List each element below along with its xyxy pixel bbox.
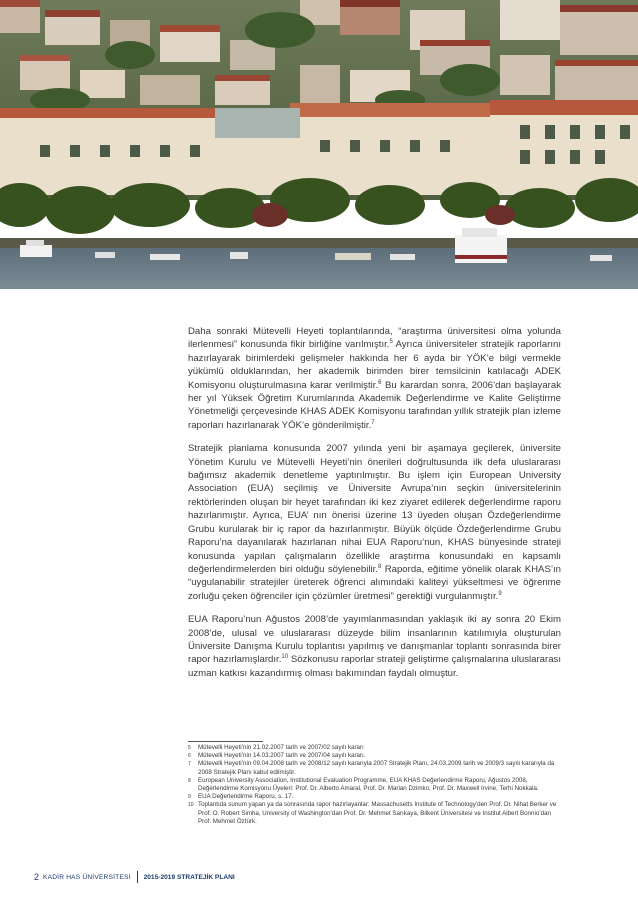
footnote-text: Mütevelli Heyeti’nin 09.04.2008 tarih ve 2008/12 sayılı kararıyla 2007 Stratejik Planı, 24.03.2009 tarih ve 2009/3 sayılı kararıyla da 2008 Stratejik Planı kabul edilmiştir. xyxy=(198,760,555,776)
footnote-text: Toplantıda sunum yapan ya da sonrasında rapor hazırlayanlar: Massachusetts Institute of Technology’den Prof. Dr. Nihat Berker ve Prof. O. Robert Simha, University of Washington’dan Prof. Dr. Mehmet Sarıkaya, Bilkent Üniversitesi ve Institut Albert Bonnio’dan Prof. Mehmet Öztürk. xyxy=(198,801,557,825)
footnote-text: EUA Değerlendirme Raporu, s. 17. xyxy=(198,793,294,801)
campus-photo xyxy=(0,0,638,289)
footnote-number: 6 xyxy=(188,753,191,760)
footnote-10 xyxy=(188,801,563,826)
footnote-number: 10 xyxy=(188,802,194,809)
footnote-9 xyxy=(188,793,563,801)
footnote-divider xyxy=(188,741,263,742)
footnote-number: 7 xyxy=(188,761,191,768)
footnote-ref-6: 6 xyxy=(378,379,382,386)
footnote-ref-10: 10 xyxy=(281,654,289,661)
footnote-ref-8: 8 xyxy=(377,563,382,570)
footer-plan-title: 2015-2019 STRATEJİK PLANI xyxy=(143,873,235,881)
footnote-text: Mütevelli Heyeti’nin 21.02.2007 tarih ve 2007/02 sayılı kararı xyxy=(198,744,364,751)
campus-waterfront-photo-icon xyxy=(0,0,638,289)
paragraph-1-text: Bu karardan sonra, 2006’dan başlayarak her yıl Yüksek Öğretim Kurumlarında Akademik Değerlendirme ve Kalite Geliştirme Yönetmeliği çerçevesinde KHAS ADEK Komisyonu tarafından yıllık stratejik plan izleme raporları hazırlanarak YÖK’e gönderilmiştir. xyxy=(188,379,561,431)
page-footer xyxy=(34,871,235,883)
paragraph-1 xyxy=(188,325,561,432)
paragraph-3-text: EUA Raporu’nun Ağustos 2008’de yayımlanmasından yaklaşık iki ay sonra 20 Ekim 2008’de, ulusal ve uluslararası düzeyde bilim insanlarının katılımıyla oluşturulan Üniversite Danışma Kurulu toplantısı yapılmış ve danışmanlar toplantı sonrasında birer rapor hazırlamışlardır. xyxy=(188,614,561,666)
paragraph-3-text: Sözkonusu raporlar strateji geliştirme çalışmalarına uluslararası uzman katkısı kazandırmış olması bakımından faydalı olmuştur. xyxy=(188,654,561,679)
footnote-5 xyxy=(188,744,563,752)
body-text xyxy=(188,325,561,690)
footer-university: KADİR HAS ÜNİVERSİTESİ xyxy=(43,873,131,881)
footnote-ref-9: 9 xyxy=(498,590,502,597)
footnote-number: 8 xyxy=(188,777,191,784)
paragraph-2 xyxy=(188,442,561,603)
footnote-text: Mütevelli Heyeti’nin 14.03.2007 tarih ve 2007/04 sayılı kararı. xyxy=(198,752,366,760)
footnote-7 xyxy=(188,760,563,776)
footnote-number: 9 xyxy=(188,794,191,801)
paragraph-2-text: Stratejik planlama konusunda 2007 yılında yeni bir aşamaya geçilerek, üniversite Yönetim Kurulu ve Mütevelli Heyeti’nin önerileri doğrultusunda ilk defa uluslararası bağımsız akademik denetleme yaptırılmıştır. Bu işlem için European University Association (EUA) seçilmiş ve Üniversite Avrupa’nın seçkin üniversitelerinin rektörlerinden oluşan bir heyet tarafından iki kez ziyaret edilerek değerlendirme raporu hazırlanmıştır. Ayrıca, EUA’ nın önerisi üzerine 13 üyeden oluşan Özdeğerlendirme Grubu kurularak bir iç rapor da hazırlanmıştır. Büyük ölçüde Özdeğerlendirme Grubu Raporu’na dayanılarak hazırlanan nihai EUA Raporu’nun, KHAS bünyesinde strateji konusunda yapılan çalışmaların özellikle araştırma konusundaki en kapsamlı değerlendirmelerden biri olduğu söylenebilir. xyxy=(188,443,561,575)
page-number: 2 xyxy=(34,872,40,882)
footnotes xyxy=(188,744,563,826)
footer-separator xyxy=(137,871,138,883)
footnote-6 xyxy=(188,752,563,760)
footnote-ref-7: 7 xyxy=(371,419,375,426)
footnote-number: 5 xyxy=(188,745,191,751)
footnote-ref-5: 5 xyxy=(389,339,393,346)
paragraph-2-text: Raporda, eğitime yönelik olarak KHAS’ın “uygulanabilir stratejiler üreterek öğrenci alımındaki kaliteyi yükseltmesi ve öğrenme zorluğu çeken öğrenciler için çözümler üretmesi” gerektiği vurgulanmıştır. xyxy=(188,563,561,602)
paragraph-1-text: Ayrıca üniversiteler stratejik raporlarını hazırlayarak birimlerdeki gelişmeler hakkında her 6 ayda bir YÖK’e bilgi vermekle yükümlü olduklarından, her akademik birimden birer temsilcinin katılacağı ADEK Komisyonu oluşturulmasına karar verilmiştir. xyxy=(188,339,561,391)
footnote-text: European University Association, Institutional Evaluation Programme, EUA KHAS Değerlendirme Raporu, Ağustos 2008, Değerlendirme Komisyonu Üyeleri: Prof. Dr. Alberto Amaral, Prof. Dr. Marian Dzimko, Prof. Dr. Maxwell Irvine, Terhi Nokkala. xyxy=(198,776,539,793)
paragraph-1-text: Daha sonraki Mütevelli Heyeti toplantılarında, “araştırma üniversitesi olma yolunda ilerlenmesi” konusunda fikir birliğine varılmıştır. xyxy=(188,326,561,351)
paragraph-3 xyxy=(188,613,561,680)
footnote-8 xyxy=(188,777,563,793)
